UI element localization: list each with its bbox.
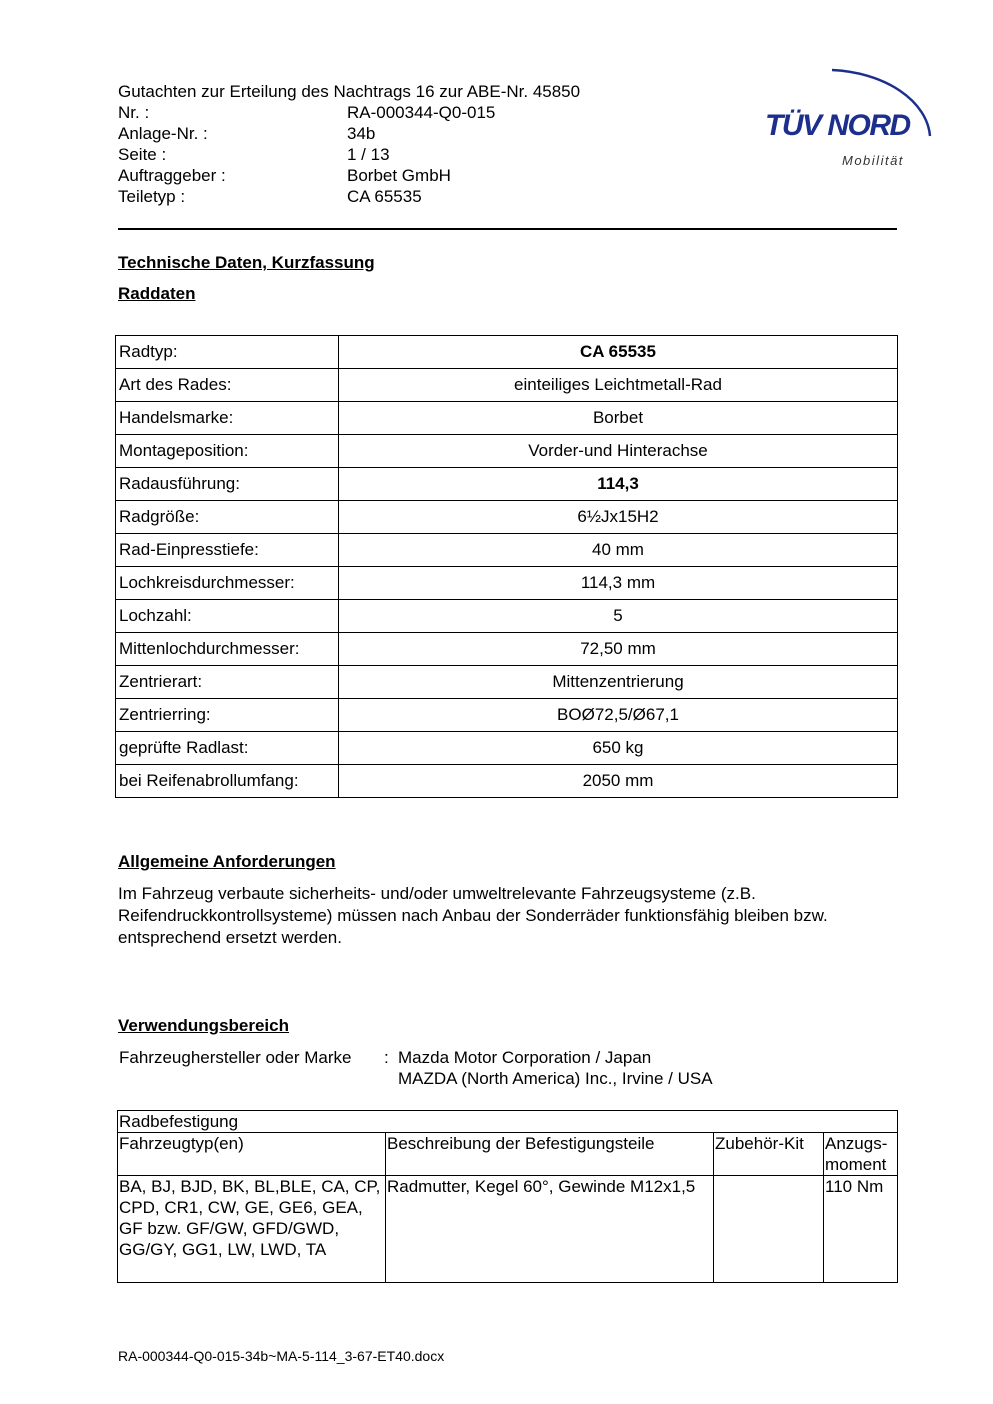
column-header: Beschreibung der Befestigungsteile xyxy=(386,1133,714,1176)
row-label: Montageposition: xyxy=(116,435,339,468)
fastening-description-cell: Radmutter, Kegel 60°, Gewinde M12x1,5 xyxy=(386,1176,714,1283)
row-label: Lochzahl: xyxy=(116,600,339,633)
table-header-row xyxy=(118,1133,898,1176)
row-value: 40 mm xyxy=(339,534,898,567)
table-row xyxy=(116,600,898,633)
row-value: 650 kg xyxy=(339,732,898,765)
heading-raddaten: Raddaten xyxy=(118,284,196,303)
table-row xyxy=(116,336,898,369)
row-label: Radtyp: xyxy=(116,336,339,369)
table-row xyxy=(116,501,898,534)
header-label: Seite : xyxy=(118,145,167,164)
row-value: BOØ72,5/Ø67,1 xyxy=(339,699,898,732)
table-row xyxy=(116,633,898,666)
table-row xyxy=(116,402,898,435)
row-label: Mittenlochdurchmesser: xyxy=(116,633,339,666)
table-row xyxy=(116,468,898,501)
table-title: Radbefestigung xyxy=(118,1111,898,1133)
row-label: bei Reifenabrollumfang: xyxy=(116,765,339,798)
header-divider xyxy=(118,228,897,230)
row-label: Radausführung: xyxy=(116,468,339,501)
allgemeine-text: Im Fahrzeug verbaute sicherheits- und/oder umweltrelevante Fahrzeugsysteme (z.B. Reifendruckkontrollsysteme) müssen nach Anbau der Sonderräder funktionsfähig bleiben bzw. entsprechend ersetzt werden. xyxy=(118,884,828,947)
row-label: Radgröße: xyxy=(116,501,339,534)
torque-cell: 110 Nm xyxy=(824,1176,898,1283)
row-value: 5 xyxy=(339,600,898,633)
row-value: 2050 mm xyxy=(339,765,898,798)
row-label: geprüfte Radlast: xyxy=(116,732,339,765)
header-value: Borbet GmbH xyxy=(347,166,451,185)
row-value: einteiliges Leichtmetall-Rad xyxy=(339,369,898,402)
manufacturer-label: Fahrzeughersteller oder Marke xyxy=(119,1048,352,1067)
row-label: Zentrierring: xyxy=(116,699,339,732)
manufacturer-colon: : xyxy=(384,1048,389,1067)
table-row xyxy=(116,435,898,468)
header-value: 1 / 13 xyxy=(347,145,390,164)
row-label: Lochkreisdurchmesser: xyxy=(116,567,339,600)
heading-allgemeine-anforderungen: Allgemeine Anforderungen xyxy=(118,852,336,871)
heading-verwendungsbereich: Verwendungsbereich xyxy=(118,1016,289,1035)
table-row xyxy=(116,567,898,600)
header-label: Auftraggeber : xyxy=(118,166,226,185)
logo-brand: TÜV NORD xyxy=(765,109,910,142)
table-row xyxy=(116,666,898,699)
header-value: CA 65535 xyxy=(347,187,422,206)
row-value: 114,3 mm xyxy=(339,567,898,600)
row-value: 6½Jx15H2 xyxy=(339,501,898,534)
accessory-kit-cell xyxy=(714,1176,824,1283)
manufacturer-value: MAZDA (North America) Inc., Irvine / USA xyxy=(398,1069,713,1088)
radbefestigung-table xyxy=(117,1110,898,1283)
heading-technische-daten: Technische Daten, Kurzfassung xyxy=(118,253,375,272)
report-title: Gutachten zur Erteilung des Nachtrags 16 zur ABE-Nr. 45850 xyxy=(118,82,581,101)
manufacturer-values xyxy=(398,1047,713,1089)
logo-sub: Mobilität xyxy=(842,153,904,168)
table-row xyxy=(116,369,898,402)
header-label: Nr. : xyxy=(118,103,150,122)
table-title-row xyxy=(118,1111,898,1133)
footer-filename: RA-000344-Q0-015-34b~MA-5-114_3-67-ET40.docx xyxy=(118,1348,445,1364)
header-label: Teiletyp : xyxy=(118,187,186,206)
row-value: 114,3 xyxy=(339,468,898,501)
tuv-nord-logo xyxy=(762,58,942,170)
row-value: Mittenzentrierung xyxy=(339,666,898,699)
row-label: Handelsmarke: xyxy=(116,402,339,435)
row-label: Art des Rades: xyxy=(116,369,339,402)
column-header: Anzugs-moment xyxy=(824,1133,898,1176)
table-row xyxy=(116,732,898,765)
column-header: Fahrzeugtyp(en) xyxy=(118,1133,386,1176)
header-value: 34b xyxy=(347,124,376,143)
row-label: Rad-Einpresstiefe: xyxy=(116,534,339,567)
header-value: RA-000344-Q0-015 xyxy=(347,103,496,122)
row-value: CA 65535 xyxy=(339,336,898,369)
table-row xyxy=(116,534,898,567)
vehicle-types-cell: BA, BJ, BJD, BK, BL,BLE, CA, CP, CPD, CR1, CW, GE, GE6, GEA, GF bzw. GF/GW, GFD/GWD, GG/GY, GG1, LW, LWD, TA xyxy=(118,1176,386,1283)
manufacturer-value: Mazda Motor Corporation / Japan xyxy=(398,1048,652,1067)
row-label: Zentrierart: xyxy=(116,666,339,699)
table-row xyxy=(116,765,898,798)
row-value: Borbet xyxy=(339,402,898,435)
raddaten-table xyxy=(115,335,898,798)
column-header: Zubehör-Kit xyxy=(714,1133,824,1176)
header-label: Anlage-Nr. : xyxy=(118,124,208,143)
table-row xyxy=(116,699,898,732)
row-value: Vorder-und Hinterachse xyxy=(339,435,898,468)
table-row xyxy=(118,1176,898,1283)
row-value: 72,50 mm xyxy=(339,633,898,666)
